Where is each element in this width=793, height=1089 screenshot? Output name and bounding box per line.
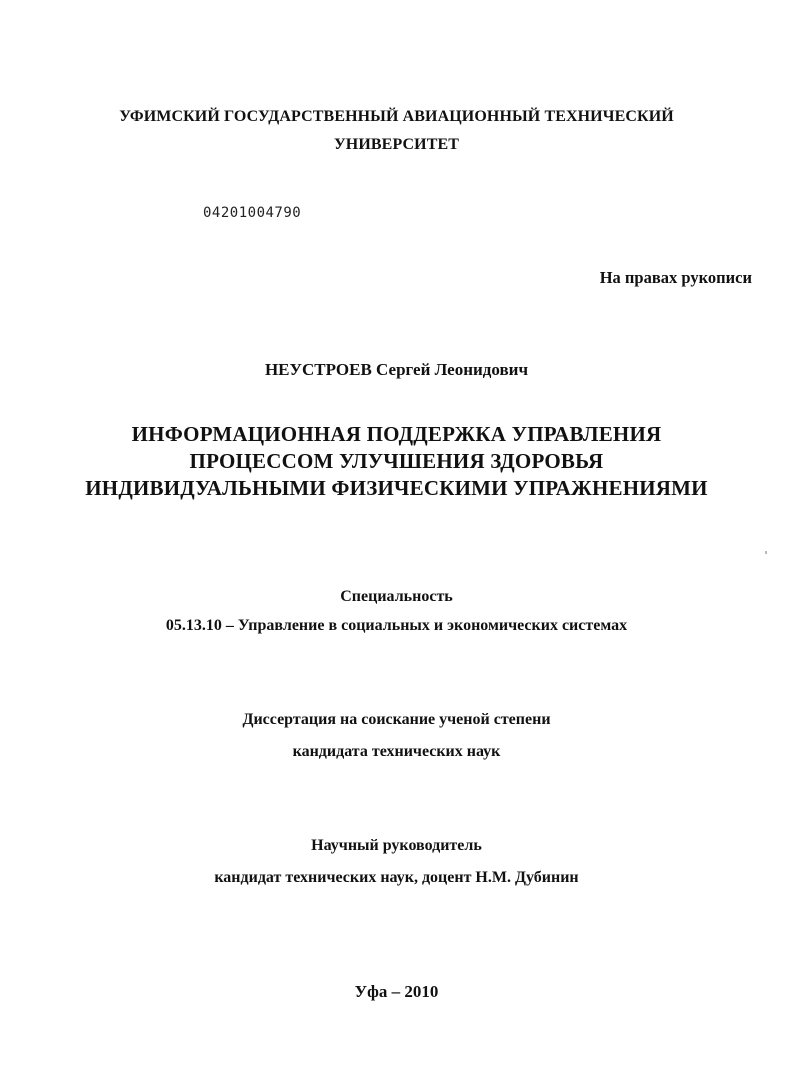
specialty-value: 05.13.10 – Управление в социальных и экономических системах [165, 617, 628, 634]
degree-line1: Диссертация на соискание ученой степени [242, 711, 551, 728]
scan-speck [765, 551, 767, 554]
thesis-title-line3: ИНДИВИДУАЛЬНЫМИ ФИЗИЧЕСКИМИ УПРАЖНЕНИЯМИ [85, 476, 708, 500]
university-name-line2: УНИВЕРСИТЕТ [333, 136, 460, 153]
author-name: НЕУСТРОЕВ Сергей Леонидович [264, 360, 529, 379]
degree-line2: кандидата технических наук [292, 743, 501, 760]
thesis-title-line1: ИНФОРМАЦИОННАЯ ПОДДЕРЖКА УПРАВЛЕНИЯ [131, 422, 662, 446]
manuscript-rights: На правах рукописи [599, 268, 752, 287]
city-year: Уфа – 2010 [354, 982, 439, 1001]
supervisor-label: Научный руководитель [311, 837, 482, 854]
university-name-line1: УФИМСКИЙ ГОСУДАРСТВЕННЫЙ АВИАЦИОННЫЙ ТЕХНИЧЕСКИЙ [119, 108, 674, 125]
supervisor-value: кандидат технических наук, доцент Н.М. Дубинин [214, 869, 579, 886]
specialty-label: Специальность [340, 588, 453, 605]
catalog-number: 04201004790 [203, 205, 302, 221]
thesis-title-line2: ПРОЦЕССОМ УЛУЧШЕНИЯ ЗДОРОВЬЯ [189, 449, 604, 473]
